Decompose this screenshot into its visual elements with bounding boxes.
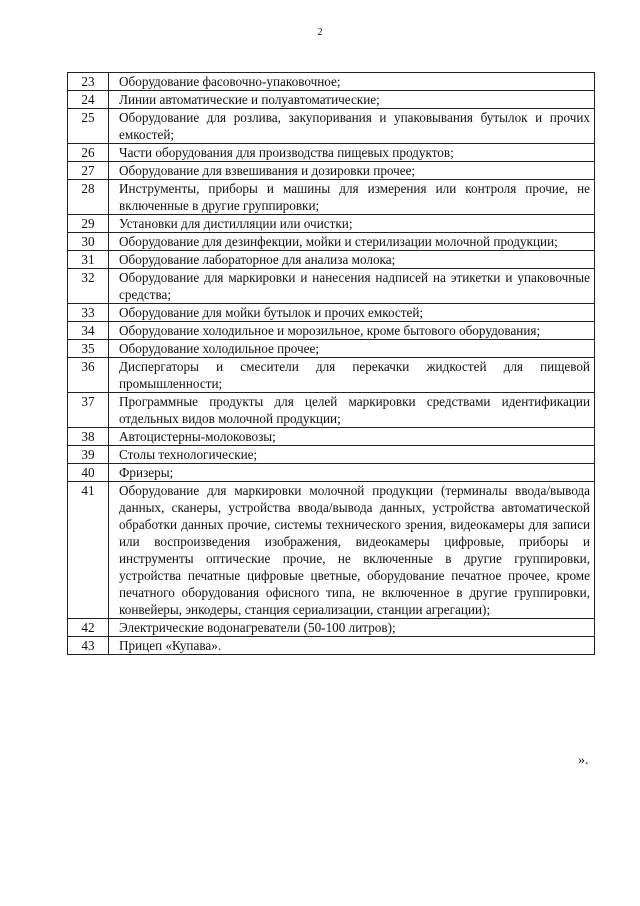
row-description: Оборудование холодильное и морозильное, кроме бытового оборудования; xyxy=(109,322,595,340)
table-row xyxy=(68,251,595,269)
table-row xyxy=(68,304,595,322)
row-description: Оборудование для маркировки и нанесения надписей на этикетки и упаковочные средства; xyxy=(109,269,595,304)
table-row xyxy=(68,73,595,91)
table-row xyxy=(68,619,595,637)
table-row xyxy=(68,162,595,180)
table-row xyxy=(68,637,595,655)
row-description: Оборудование для дезинфекции, мойки и стерилизации молочной продукции; xyxy=(109,233,595,251)
table-row xyxy=(68,233,595,251)
row-number: 35 xyxy=(68,340,109,358)
table-row xyxy=(68,393,595,428)
row-description: Столы технологические; xyxy=(109,446,595,464)
row-description: Инструменты, приборы и машины для измерения или контроля прочие, не включенные в другие группировки; xyxy=(109,180,595,215)
row-number: 32 xyxy=(68,269,109,304)
row-description: Автоцистерны-молоковозы; xyxy=(109,428,595,446)
row-number: 42 xyxy=(68,619,109,637)
row-number: 37 xyxy=(68,393,109,428)
row-description: Электрические водонагреватели (50-100 литров); xyxy=(109,619,595,637)
row-number: 38 xyxy=(68,428,109,446)
row-description: Оборудование для взвешивания и дозировки прочее; xyxy=(109,162,595,180)
row-number: 30 xyxy=(68,233,109,251)
row-description: Оборудование для мойки бутылок и прочих емкостей; xyxy=(109,304,595,322)
row-number: 39 xyxy=(68,446,109,464)
row-number: 33 xyxy=(68,304,109,322)
row-description: Части оборудования для производства пищевых продуктов; xyxy=(109,144,595,162)
row-number: 24 xyxy=(68,91,109,109)
row-number: 23 xyxy=(68,73,109,91)
equipment-table-body xyxy=(68,73,595,655)
page-number: 2 xyxy=(317,27,323,38)
table-row xyxy=(68,269,595,304)
row-number: 40 xyxy=(68,464,109,482)
row-description: Оборудование холодильное прочее; xyxy=(109,340,595,358)
row-description: Оборудование для розлива, закупоривания и упаковывания бутылок и прочих емкостей; xyxy=(109,109,595,144)
closing-quote-mark: ». xyxy=(578,753,589,768)
row-number: 43 xyxy=(68,637,109,655)
row-number: 28 xyxy=(68,180,109,215)
equipment-table xyxy=(67,72,595,655)
table-row xyxy=(68,91,595,109)
table-row xyxy=(68,322,595,340)
table-row xyxy=(68,464,595,482)
table-row xyxy=(68,180,595,215)
row-number: 31 xyxy=(68,251,109,269)
row-description: Программные продукты для целей маркировки средствами идентификации отдельных видов молочной продукции; xyxy=(109,393,595,428)
row-description: Оборудование лабораторное для анализа молока; xyxy=(109,251,595,269)
row-description: Оборудование для маркировки молочной продукции (терминалы ввода/вывода данных, сканеры, устройства ввода/вывода данных, устройства автоматической обработки данных прочие, системы технического зрения, видеокамеры для записи или воспроизведения изображения, видеокамеры цифровые, приборы и инструменты оптические прочие, не включенные в другие группировки, устройства печатные цифровые цветные, оборудование печатное прочее, кроме печатного оборудования офисного типа, не включенное в другие группировки, конвейеры, энкодеры, станция сериализации, станции агрегации); xyxy=(109,482,595,619)
table-row xyxy=(68,144,595,162)
table-row xyxy=(68,428,595,446)
row-number: 41 xyxy=(68,482,109,619)
row-description: Установки для дистилляции или очистки; xyxy=(109,215,595,233)
row-description: Фризеры; xyxy=(109,464,595,482)
row-number: 26 xyxy=(68,144,109,162)
table-row xyxy=(68,482,595,619)
table-row xyxy=(68,446,595,464)
row-description: Линии автоматические и полуавтоматические; xyxy=(109,91,595,109)
row-description: Оборудование фасовочно-упаковочное; xyxy=(109,73,595,91)
row-number: 25 xyxy=(68,109,109,144)
table-row xyxy=(68,215,595,233)
table-row xyxy=(68,358,595,393)
row-description: Диспергаторы и смесители для перекачки жидкостей для пищевой промышленности; xyxy=(109,358,595,393)
row-number: 34 xyxy=(68,322,109,340)
row-description: Прицеп «Купава». xyxy=(109,637,595,655)
table-row xyxy=(68,109,595,144)
row-number: 36 xyxy=(68,358,109,393)
row-number: 27 xyxy=(68,162,109,180)
row-number: 29 xyxy=(68,215,109,233)
table-row xyxy=(68,340,595,358)
